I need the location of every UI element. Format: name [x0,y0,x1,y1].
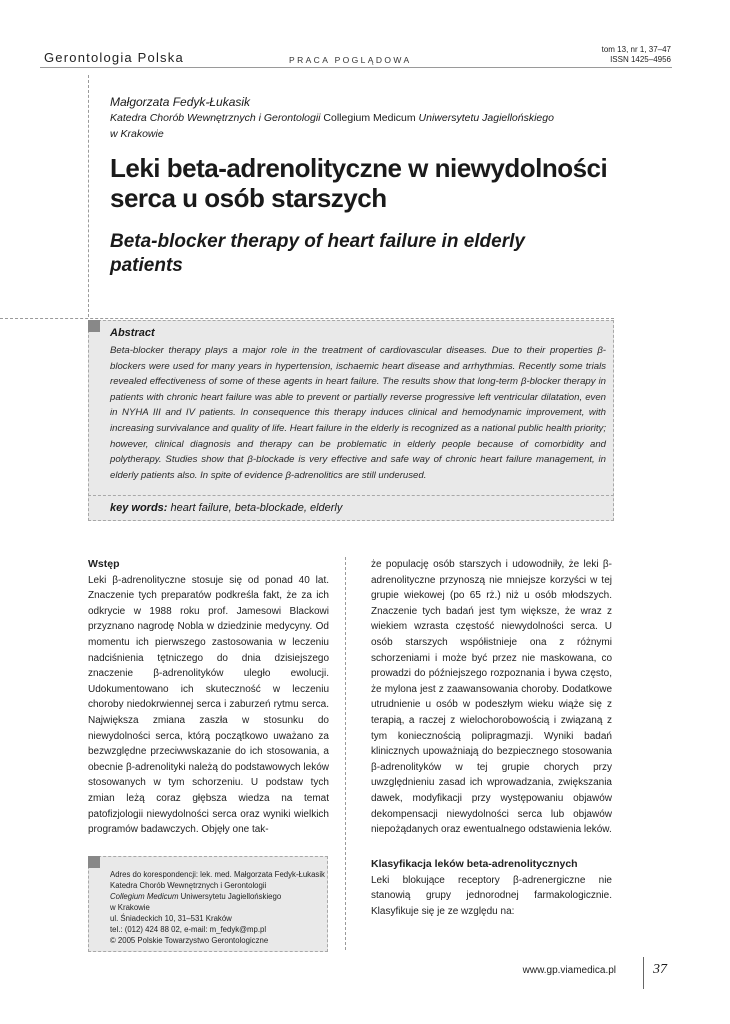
affiliation-city: w Krakowie [110,127,164,140]
corr-line [110,891,325,902]
corr-line: Adres do korespondencji: lek. med. Małgorzata Fedyk-Łukasik [110,870,325,879]
body-column-left [88,557,329,838]
abstract-text: Beta-blocker therapy plays a major role in the treatment of cardiovascular diseases. Due to their properties β-blockers were used for many years in hypertension, ischaemic heart disease and arrhythmias. Recently some trials revealed effectiveness of some of these agents in heart failure. The results show that long-term β-blocker therapy in patients with chronic heart failure was able to prevent or partially reverse progressive left ventricular dilatation, even in NYHA III and IV patients. In consequence this therapy induces clinical and hemodynamic improvement, with increasing survivalance and quality of life. Heart failure in the elderly is recognized as a national public health priority; however, clinical diagnosis and therapy can be problematic in elderly people because of comorbidity and polytherapy. Studies show that β-blockade is very effective and safe way of chronic heart failure management, in elderly patients also. In spite of evidence β-adrenolitics are still underused. [110,345,606,481]
column-dashed-divider [345,557,346,950]
abstract-top-dashed-rule [0,318,614,319]
corr-line: ul. Śniadeckich 10, 31–531 Kraków [110,914,232,923]
affiliation-college: Collegium Medicum [323,112,416,124]
classification-heading: Klasyfikacja leków beta-adrenolitycznych [371,858,578,870]
affiliation-university: Uniwersytetu Jagiellońskiego [418,112,554,124]
abstract-heading: Abstract [110,327,155,339]
classification-paragraph: Leki blokujące receptory β-adrenergiczne nie stanowią grupy jednorodnej farmakologicznie. Klasyfikuje się je ze względu na: [371,874,612,917]
author: Małgorzata Fedyk-Łukasik [110,95,251,109]
keywords [110,502,342,514]
keywords-divider [88,495,614,496]
intro-paragraph: Leki β-adrenolityczne stosuje się od ponad 40 lat. Znaczenie tych preparatów podkreśla fakt, że za ich odkrycie w 1988 roku prof. Jamesowi Blackowi przyznano nagrodę Nobla w dziedzinie medycyny. Od momentu ich pierwszego zastosowania w leczeniu nadciśnienia tętniczego do dnia dzisiejszego znaczenie β-adrenolityków uległo ewolucji. Udokumentowano ich skuteczność w leczeniu choroby niedokrwiennej serca i zaburzeń rytmu serca. Największa zmiana zaszła w stosunku do niewydolności serca, którą początkowo uważano za bezwzględne przeciwwskazanie do ich stosowania, a obecnie β-adrenolityki należą do podstawowych leków stosowanych w tym schorzeniu. U podstaw tych zmian leżą coraz głębsza wiedza na temat patofizjologii niewydolności serca oraz wyniki wielkich programów badawczych. Objęły one tak- [88,574,329,836]
left-dashed-guide [88,75,89,317]
corr-university: Uniwersytetu Jagiellońskiego [180,892,282,901]
corr-contact: tel.: (012) 424 88 02, e-mail: m_fedyk@mp.pl [110,925,267,934]
correspondence-marker-square [88,856,100,868]
corr-line: w Krakowie [110,903,150,912]
corr-line: Katedra Chorób Wewnętrznych i Gerontologii [110,881,267,890]
corr-college: Collegium Medicum [110,892,179,901]
abstract-marker-square [88,320,100,332]
intro-heading: Wstęp [88,558,120,570]
classification-section [371,857,612,919]
footer-divider [643,957,644,989]
affiliation [110,111,600,142]
footer-url[interactable]: www.gp.viamedica.pl [522,965,616,976]
issn: ISSN 1425–4956 [610,54,671,64]
affiliation-dept: Katedra Chorób Wewnętrznych i Gerontologii [110,112,321,124]
article-title: Leki beta-adrenolityczne w niewydolności serca u osób starszych [110,153,608,213]
article-type: PRACA POGLĄDOWA [289,55,412,65]
keywords-list: heart failure, beta-blockade, elderly [170,502,343,514]
body-column-right [371,557,612,838]
volume-info: tom 13, nr 1, 37–47 [601,45,671,54]
keywords-label: key words: [110,502,168,514]
intro-paragraph-continued: że populację osób starszych i udowodniły, że leki β-adrenolityczne przynoszą nie mniejsze korzyści w tej grupie wiekowej (po 65 rż.) niż u osób młodszych. Znaczenie tych badań jest tym większe, że wraz z wiekiem wzrasta częstość niewydolności serca. U osób starszych współistnieje ona z różnymi schorzeniami i może być przez nie maskowana, co prowadzi do późniejszego rozpoznania i bywa często, że mylona jest z zaawansowania choroby. Dodatkowe utrudnienie u osób w podeszłym wieku wiąże się z terapią, a raczej z wielochorobowością i związaną z tym koniecznością polipragmazji. Wyniki badań klinicznych upoważniają do bezpiecznego stosowania β-adrenolityków w tej grupie chorych przy uwzględnieniu zasad ich wprowadzania, zwiększania dawek, modyfikacji przy występowaniu objawów dekompensacji niewydolności serca lub objawów niepożądanych oraz ewentualnego odstawienia leków. [371,559,612,836]
correspondence-address [110,869,325,946]
journal-name: Gerontologia Polska [44,50,184,65]
corr-copyright: © 2005 Polskie Towarzystwo Gerontologiczne [110,936,269,945]
issue-info [602,45,671,64]
header-rule [40,67,672,68]
article-subtitle: Beta-blocker therapy of heart failure in elderly patients [110,231,525,276]
page-number: 37 [653,962,667,977]
